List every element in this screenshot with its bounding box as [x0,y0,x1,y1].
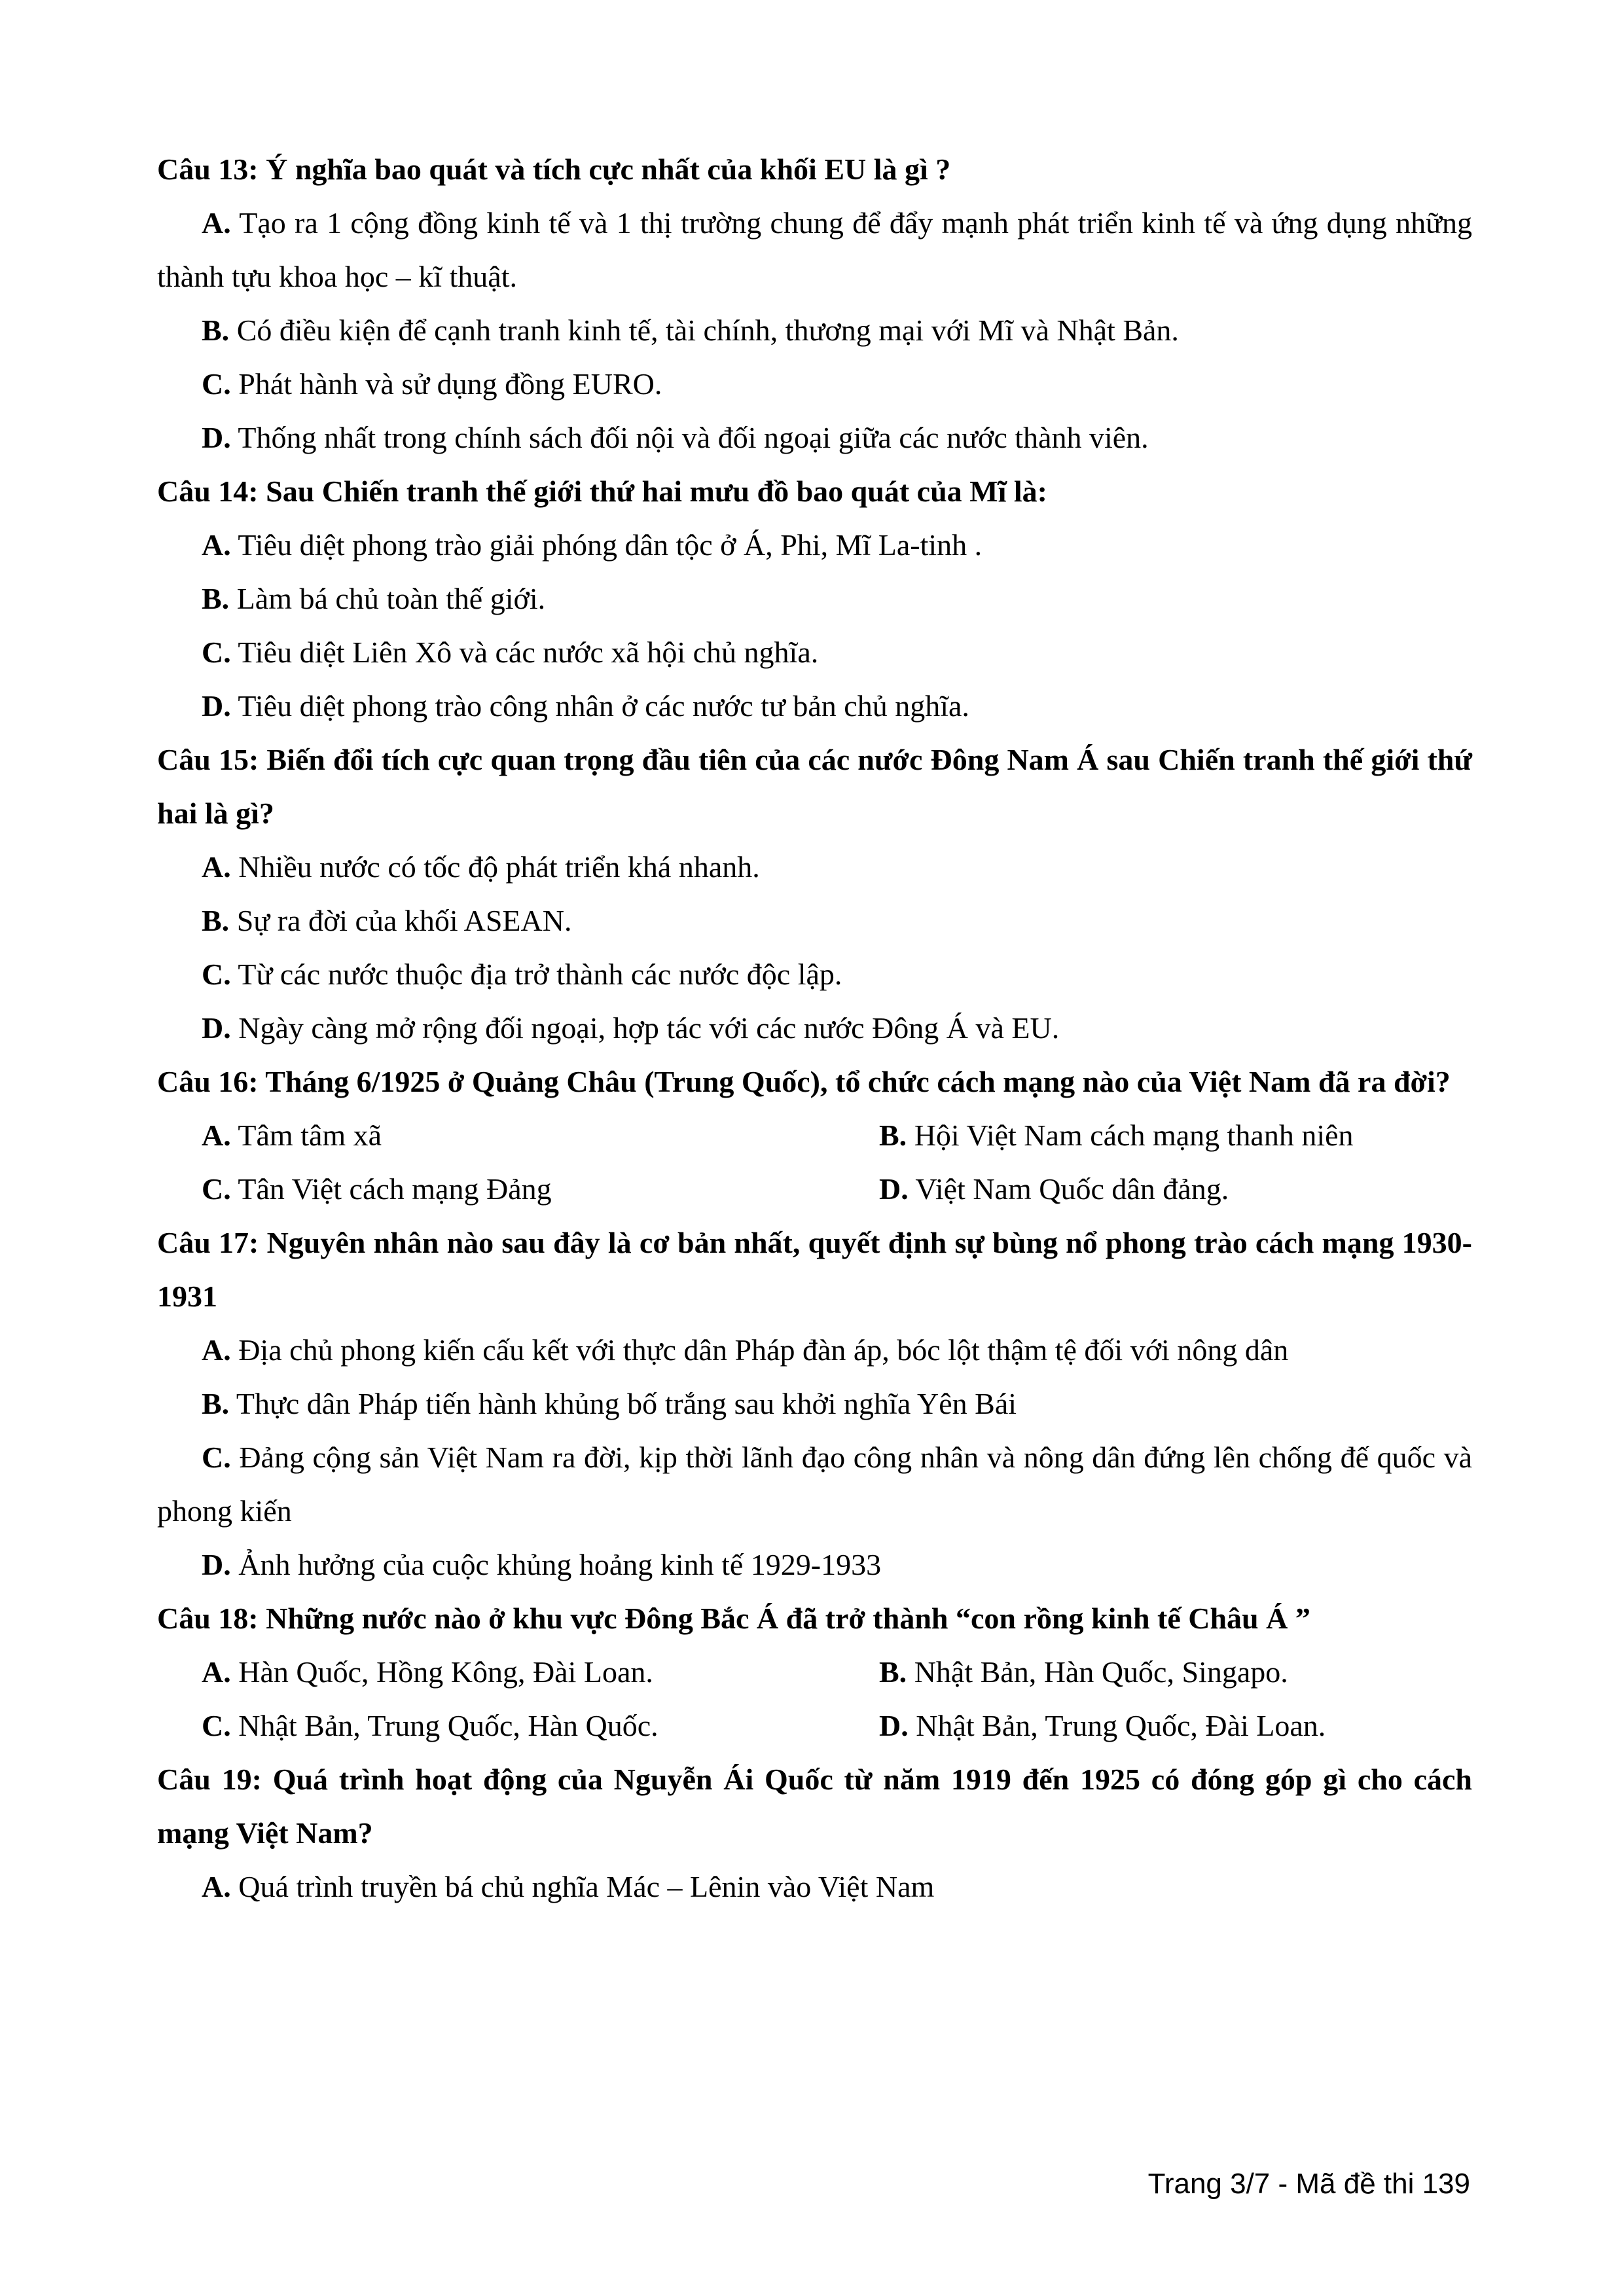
question-title: Sau Chiến tranh thế giới thứ hai mưu đồ bao quát của Mĩ là: [266,475,1047,508]
answer-option [157,572,1472,626]
option-text: Nhật Bản, Trung Quốc, Đài Loan. [916,1709,1326,1742]
option-letter: B. [879,1119,907,1152]
option-text: Từ các nước thuộc địa trở thành các nước độc lập. [238,958,842,991]
answer-option [157,411,1472,465]
answer-option [157,304,1472,357]
question-block [157,733,1472,1055]
answer-option [157,1109,835,1162]
question-list [157,143,1472,1914]
option-letter: A. [202,1655,231,1689]
question-number: Câu 17: [157,1226,259,1259]
option-letter: D. [879,1172,909,1206]
option-letter: A. [202,1333,231,1367]
option-letter: C. [202,367,231,401]
options [157,518,1472,733]
answer-option [157,894,1472,948]
option-text: Ngày càng mở rộng đối ngoại, hợp tác với các nước Đông Á và EU. [238,1011,1060,1045]
question-title: Nguyên nhân nào sau đây là cơ bản nhất, quyết định sự bùng nổ phong trào cách mạng 1930- 1931 [157,1226,1472,1313]
answer-option [157,1538,1472,1592]
option-letter: C. [202,1172,231,1206]
answer-option [157,1377,1472,1431]
option-text: Quá trình truyền bá chủ nghĩa Mác – Lênin vào Việt Nam [238,1870,935,1903]
option-letter: A. [202,528,231,562]
answer-option [835,1699,1472,1753]
option-letter: D. [879,1709,909,1742]
options [157,1109,1472,1216]
option-text: Đảng cộng sản Việt Nam ra đời, kịp thời lãnh đạo công nhân và nông dân đứng lên chống đế quốc và phong kiến [157,1441,1473,1528]
option-letter: D. [202,421,231,454]
option-text: Tâm tâm xã [238,1119,382,1152]
answer-option [157,840,1472,894]
option-text: Tiêu diệt Liên Xô và các nước xã hội chủ nghĩa. [238,636,819,669]
option-text: Ảnh hưởng của cuộc khủng hoảng kinh tế 1929-1933 [238,1548,882,1581]
option-text: Hội Việt Nam cách mạng thanh niên [914,1119,1354,1152]
option-text: Tiêu diệt phong trào công nhân ở các nước tư bản chủ nghĩa. [238,689,969,723]
answer-option [157,626,1472,679]
question-block [157,465,1472,733]
question-title: Biến đổi tích cực quan trọng đầu tiên của các nước Đông Nam Á sau Chiến tranh thế giới thứ hai là gì? [157,743,1472,830]
question-block [157,143,1472,465]
answer-option [835,1162,1472,1216]
option-letter: A. [202,850,231,884]
option-letter: A. [202,1119,231,1152]
answer-option [157,1431,1472,1538]
question-text [157,143,1472,196]
answer-option [157,1860,1472,1914]
answer-option [157,1162,835,1216]
question-number: Câu 18: [157,1602,259,1635]
options [157,1860,1472,1914]
question-title: Những nước nào ở khu vực Đông Bắc Á đã trở thành “con rồng kinh tế Châu Á ” [266,1602,1310,1635]
option-letter: A. [202,1870,231,1903]
question-text [157,1216,1472,1323]
question-number: Câu 15: [157,743,259,776]
question-block [157,1055,1472,1216]
option-letter: C. [202,958,231,991]
option-letter: D. [202,689,231,723]
options [157,1323,1472,1592]
option-letter: B. [202,1387,230,1420]
options [157,1645,1472,1753]
answer-option [157,1323,1472,1377]
question-block [157,1216,1472,1592]
option-letter: C. [202,1441,231,1474]
option-letter: B. [202,904,230,937]
question-text [157,1592,1472,1645]
answer-option [157,1699,835,1753]
option-letter: C. [202,636,231,669]
option-text: Sự ra đời của khối ASEAN. [236,904,572,937]
options [157,196,1472,465]
option-text: Tân Việt cách mạng Đảng [238,1172,552,1206]
option-letter: C. [202,1709,231,1742]
question-number: Câu 19: [157,1763,262,1796]
option-text: Nhật Bản, Trung Quốc, Hàn Quốc. [238,1709,659,1742]
question-number: Câu 13: [157,152,259,186]
question-text [157,465,1472,518]
option-text: Có điều kiện để cạnh tranh kinh tế, tài chính, thương mại với Mĩ và Nhật Bản. [236,314,1179,347]
option-text: Việt Nam Quốc dân đảng. [915,1172,1229,1206]
option-letter: D. [202,1548,231,1581]
question-text [157,1753,1472,1860]
option-text: Phát hành và sử dụng đồng EURO. [238,367,662,401]
option-text: Địa chủ phong kiến cấu kết với thực dân Pháp đàn áp, bóc lột thậm tệ đối với nông dân [238,1333,1289,1367]
answer-option [157,518,1472,572]
option-letter: A. [202,206,231,240]
question-title: Ý nghĩa bao quát và tích cực nhất của khối EU là gì ? [266,152,951,186]
option-text: Làm bá chủ toàn thế giới. [236,582,546,615]
question-block [157,1753,1472,1914]
option-letter: B. [202,582,230,615]
answer-option [157,357,1472,411]
answer-option [157,1001,1472,1055]
answer-option [157,196,1472,304]
option-text: Tạo ra 1 cộng đồng kinh tế và 1 thị trường chung để đẩy mạnh phát triển kinh tế và ứng dụng những thành tựu khoa học – kĩ thuật. [157,206,1473,293]
question-block [157,1592,1472,1753]
answer-option [157,948,1472,1001]
question-number: Câu 14: [157,475,259,508]
question-text [157,733,1472,840]
option-text: Nhật Bản, Hàn Quốc, Singapo. [914,1655,1288,1689]
option-text: Tiêu diệt phong trào giải phóng dân tộc ở Á, Phi, Mĩ La-tinh . [238,528,983,562]
answer-option [835,1645,1472,1699]
option-text: Thực dân Pháp tiến hành khủng bố trắng sau khởi nghĩa Yên Bái [236,1387,1017,1420]
option-letter: D. [202,1011,231,1045]
answer-option [835,1109,1472,1162]
question-title: Tháng 6/1925 ở Quảng Châu (Trung Quốc), tổ chức cách mạng nào của Việt Nam đã ra đời? [265,1065,1451,1098]
page-footer: Trang 3/7 - Mã đề thi 139 [1147,2168,1470,2200]
answer-option [157,1645,835,1699]
option-letter: B. [202,314,230,347]
answer-option [157,679,1472,733]
option-text: Hàn Quốc, Hồng Kông, Đài Loan. [238,1655,653,1689]
question-number: Câu 16: [157,1065,259,1098]
option-text: Thống nhất trong chính sách đối nội và đối ngoại giữa các nước thành viên. [238,421,1149,454]
question-title: Quá trình hoạt động của Nguyễn Ái Quốc từ năm 1919 đến 1925 có đóng góp gì cho cách mạng Việt Nam? [157,1763,1473,1850]
question-text [157,1055,1472,1109]
option-text: Nhiều nước có tốc độ phát triển khá nhanh. [238,850,760,884]
option-letter: B. [879,1655,907,1689]
options [157,840,1472,1055]
